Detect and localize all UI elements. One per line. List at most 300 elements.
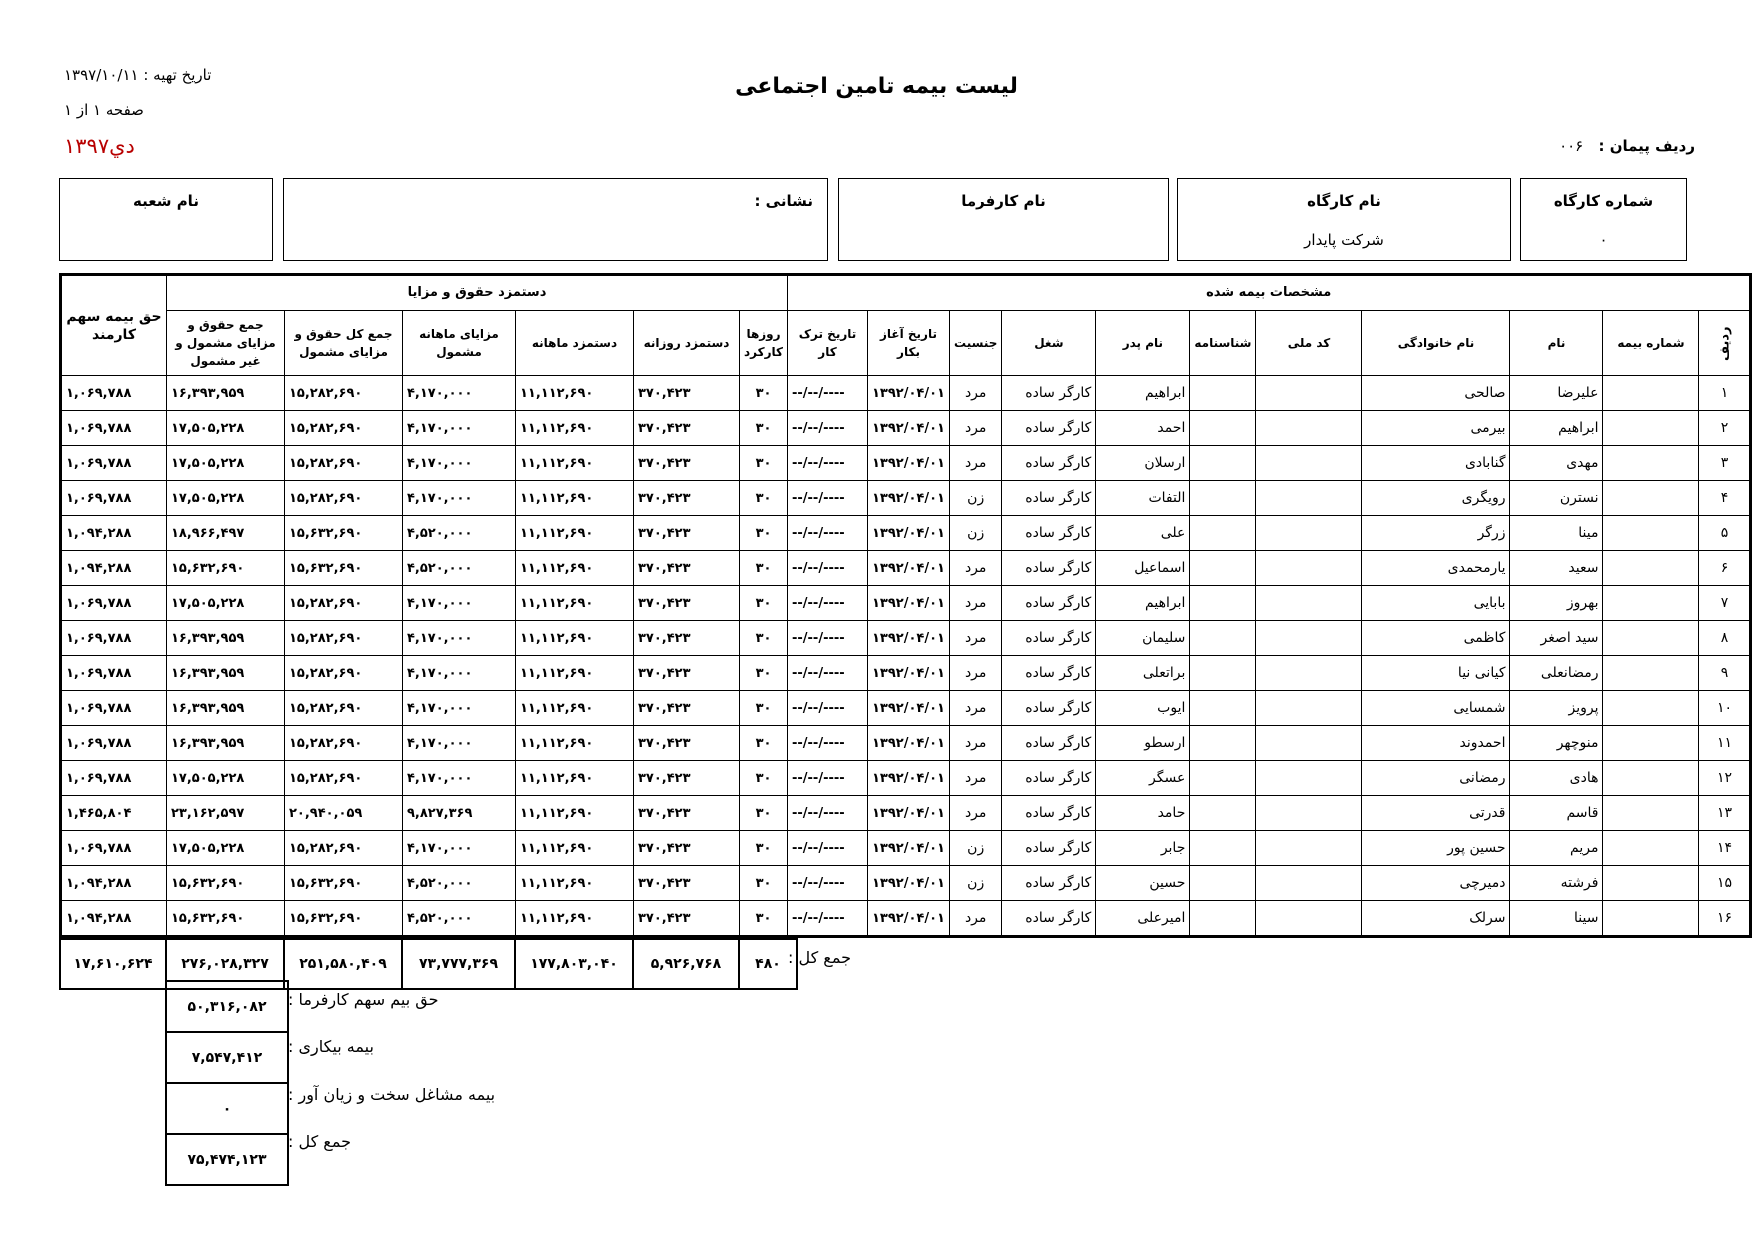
- cell-days: ۳۰: [740, 446, 788, 481]
- cell-gender: مرد: [950, 761, 1002, 796]
- cell-id-no: [1190, 481, 1256, 516]
- cell-job: کارگر ساده: [1002, 831, 1096, 866]
- cell-first-name: بهروز: [1510, 586, 1603, 621]
- cell-days: ۳۰: [740, 866, 788, 901]
- col-id-no: شناسنامه: [1190, 311, 1256, 376]
- cell-father: اسماعیل: [1096, 551, 1190, 586]
- cell-insurance-no: [1603, 866, 1699, 901]
- cell-start-date: ۱۳۹۲/۰۴/۰۱: [868, 376, 950, 411]
- cell-father: ابراهیم: [1096, 376, 1190, 411]
- cell-benefits: ۴,۱۷۰,۰۰۰: [403, 481, 516, 516]
- cell-job: کارگر ساده: [1002, 866, 1096, 901]
- cell-row: ۷: [1699, 586, 1751, 621]
- cell-father: جابر: [1096, 831, 1190, 866]
- unemployment-value: ۷,۵۴۷,۴۱۲: [166, 1032, 288, 1083]
- cell-row: ۸: [1699, 621, 1751, 656]
- cell-premium: ۱,۰۶۹,۷۸۸: [61, 726, 167, 761]
- cell-days: ۳۰: [740, 376, 788, 411]
- cell-start-date: ۱۳۹۲/۰۴/۰۱: [868, 831, 950, 866]
- cell-total-all: ۱۷,۵۰۵,۲۲۸: [167, 831, 285, 866]
- cell-last-name: حسین پور: [1362, 831, 1510, 866]
- cell-total-covered: ۱۵,۲۸۲,۶۹۰: [285, 586, 403, 621]
- cell-first-name: قاسم: [1510, 796, 1603, 831]
- cell-job: کارگر ساده: [1002, 901, 1096, 937]
- cell-days: ۳۰: [740, 586, 788, 621]
- cell-father: ایوب: [1096, 691, 1190, 726]
- total-days: ۴۸۰: [739, 939, 797, 989]
- cell-premium: ۱,۰۶۹,۷۸۸: [61, 376, 167, 411]
- employer-summary-table: [165, 980, 289, 1186]
- cell-premium: ۱,۰۹۴,۲۸۸: [61, 901, 167, 937]
- cell-total-all: ۱۷,۵۰۵,۲۲۸: [167, 446, 285, 481]
- contract-label: ردیف پیمان :: [1598, 137, 1695, 155]
- cell-insurance-no: [1603, 586, 1699, 621]
- cell-total-covered: ۱۵,۲۸۲,۶۹۰: [285, 376, 403, 411]
- cell-total-all: ۱۶,۳۹۳,۹۵۹: [167, 621, 285, 656]
- cell-start-date: ۱۳۹۲/۰۴/۰۱: [868, 586, 950, 621]
- cell-end-date: --/--/----: [788, 691, 868, 726]
- total-daily: ۵,۹۲۶,۷۶۸: [633, 939, 739, 989]
- cell-last-name: دمیرچی: [1362, 866, 1510, 901]
- cell-job: کارگر ساده: [1002, 621, 1096, 656]
- cell-monthly-wage: ۱۱,۱۱۲,۶۹۰: [516, 831, 634, 866]
- cell-end-date: --/--/----: [788, 551, 868, 586]
- cell-start-date: ۱۳۹۲/۰۴/۰۱: [868, 691, 950, 726]
- cell-job: کارگر ساده: [1002, 551, 1096, 586]
- cell-premium: ۱,۰۹۴,۲۸۸: [61, 866, 167, 901]
- cell-days: ۳۰: [740, 656, 788, 691]
- cell-first-name: هادی: [1510, 761, 1603, 796]
- cell-benefits: ۴,۱۷۰,۰۰۰: [403, 376, 516, 411]
- cell-national-code: [1256, 691, 1362, 726]
- col-benefits: مزایای ماهانه مشمول: [403, 311, 516, 376]
- cell-last-name: سرلک: [1362, 901, 1510, 937]
- cell-last-name: گنابادی: [1362, 446, 1510, 481]
- employer-label: نام کارفرما: [961, 192, 1046, 210]
- workshop-name-box: [1177, 178, 1511, 261]
- cell-id-no: [1190, 586, 1256, 621]
- cell-monthly-wage: ۱۱,۱۱۲,۶۹۰: [516, 901, 634, 937]
- workshop-name-label: نام کارگاه: [1307, 192, 1381, 210]
- address-label: نشانی :: [754, 192, 813, 210]
- cell-first-name: سید اصغر: [1510, 621, 1603, 656]
- cell-monthly-wage: ۱۱,۱۱۲,۶۹۰: [516, 446, 634, 481]
- table-row: [61, 761, 1751, 796]
- cell-first-name: سعید: [1510, 551, 1603, 586]
- cell-monthly-wage: ۱۱,۱۱۲,۶۹۰: [516, 586, 634, 621]
- cell-national-code: [1256, 656, 1362, 691]
- cell-end-date: --/--/----: [788, 586, 868, 621]
- table-row: [61, 621, 1751, 656]
- cell-benefits: ۴,۱۷۰,۰۰۰: [403, 831, 516, 866]
- cell-row: ۳: [1699, 446, 1751, 481]
- cell-days: ۳۰: [740, 411, 788, 446]
- cell-daily-wage: ۳۷۰,۴۲۳: [634, 726, 740, 761]
- cell-job: کارگر ساده: [1002, 691, 1096, 726]
- cell-premium: ۱,۰۹۴,۲۸۸: [61, 551, 167, 586]
- cell-total-covered: ۱۵,۶۳۲,۶۹۰: [285, 866, 403, 901]
- cell-total-covered: ۱۵,۲۸۲,۶۹۰: [285, 691, 403, 726]
- total-benefits: ۷۳,۷۷۷,۳۶۹: [402, 939, 515, 989]
- cell-daily-wage: ۳۷۰,۴۲۳: [634, 446, 740, 481]
- cell-insurance-no: [1603, 726, 1699, 761]
- cell-first-name: مریم: [1510, 831, 1603, 866]
- workshop-number-value: ۰: [1599, 231, 1608, 249]
- cell-end-date: --/--/----: [788, 411, 868, 446]
- cell-total-all: ۱۷,۵۰۵,۲۲۸: [167, 481, 285, 516]
- cell-end-date: --/--/----: [788, 446, 868, 481]
- cell-premium: ۱,۰۹۴,۲۸۸: [61, 516, 167, 551]
- employer-share-label: حق بیم سهم کارفرما :: [288, 990, 439, 1009]
- cell-premium: ۱,۴۶۵,۸۰۴: [61, 796, 167, 831]
- hard-jobs-value: ۰: [166, 1083, 288, 1134]
- cell-premium: ۱,۰۶۹,۷۸۸: [61, 621, 167, 656]
- cell-daily-wage: ۳۷۰,۴۲۳: [634, 376, 740, 411]
- cell-days: ۳۰: [740, 621, 788, 656]
- col-monthly-wage: دستمزد ماهانه: [516, 311, 634, 376]
- workshop-number-box: [1520, 178, 1687, 261]
- cell-total-all: ۱۵,۶۳۲,۶۹۰: [167, 901, 285, 937]
- cell-national-code: [1256, 411, 1362, 446]
- table-row: [61, 656, 1751, 691]
- cell-start-date: ۱۳۹۲/۰۴/۰۱: [868, 551, 950, 586]
- cell-father: ارسلان: [1096, 446, 1190, 481]
- cell-benefits: ۴,۱۷۰,۰۰۰: [403, 411, 516, 446]
- cell-last-name: بابایی: [1362, 586, 1510, 621]
- employer-box: [838, 178, 1169, 261]
- cell-id-no: [1190, 726, 1256, 761]
- cell-end-date: --/--/----: [788, 761, 868, 796]
- cell-benefits: ۴,۵۲۰,۰۰۰: [403, 516, 516, 551]
- cell-total-covered: ۱۵,۲۸۲,۶۹۰: [285, 831, 403, 866]
- cell-father: حامد: [1096, 796, 1190, 831]
- cell-national-code: [1256, 586, 1362, 621]
- cell-daily-wage: ۳۷۰,۴۲۳: [634, 551, 740, 586]
- col-days: روزها کارکرد: [740, 311, 788, 376]
- cell-father: سلیمان: [1096, 621, 1190, 656]
- contract-value: ۰۰۶: [1559, 137, 1584, 155]
- cell-end-date: --/--/----: [788, 726, 868, 761]
- total-all: ۲۷۶,۰۲۸,۳۲۷: [166, 939, 284, 989]
- cell-daily-wage: ۳۷۰,۴۲۳: [634, 761, 740, 796]
- cell-gender: مرد: [950, 901, 1002, 937]
- cell-first-name: رمضانعلی: [1510, 656, 1603, 691]
- branch-box: [59, 178, 273, 261]
- cell-daily-wage: ۳۷۰,۴۲۳: [634, 796, 740, 831]
- cell-job: کارگر ساده: [1002, 586, 1096, 621]
- total-covered: ۲۵۱,۵۸۰,۴۰۹: [284, 939, 402, 989]
- col-insurance-no: شماره بیمه: [1603, 311, 1699, 376]
- cell-insurance-no: [1603, 446, 1699, 481]
- cell-last-name: یارمحمدی: [1362, 551, 1510, 586]
- col-total-covered: جمع کل حقوق و مزایای مشمول: [285, 311, 403, 376]
- cell-total-covered: ۱۵,۶۳۲,۶۹۰: [285, 901, 403, 937]
- col-last-name: نام خانوادگی: [1362, 311, 1510, 376]
- cell-start-date: ۱۳۹۲/۰۴/۰۱: [868, 796, 950, 831]
- cell-end-date: --/--/----: [788, 376, 868, 411]
- cell-start-date: ۱۳۹۲/۰۴/۰۱: [868, 866, 950, 901]
- cell-daily-wage: ۳۷۰,۴۲۳: [634, 481, 740, 516]
- cell-start-date: ۱۳۹۲/۰۴/۰۱: [868, 901, 950, 937]
- cell-national-code: [1256, 761, 1362, 796]
- total-monthly: ۱۷۷,۸۰۳,۰۴۰: [515, 939, 633, 989]
- cell-id-no: [1190, 516, 1256, 551]
- table-row: [61, 551, 1751, 586]
- branch-label: نام شعبه: [133, 192, 199, 210]
- cell-daily-wage: ۳۷۰,۴۲۳: [634, 621, 740, 656]
- cell-total-all: ۱۵,۶۳۲,۶۹۰: [167, 551, 285, 586]
- cell-monthly-wage: ۱۱,۱۱۲,۶۹۰: [516, 621, 634, 656]
- cell-start-date: ۱۳۹۲/۰۴/۰۱: [868, 726, 950, 761]
- cell-id-no: [1190, 691, 1256, 726]
- cell-days: ۳۰: [740, 761, 788, 796]
- cell-daily-wage: ۳۷۰,۴۲۳: [634, 901, 740, 937]
- cell-benefits: ۴,۱۷۰,۰۰۰: [403, 446, 516, 481]
- cell-first-name: فرشته: [1510, 866, 1603, 901]
- cell-total-covered: ۱۵,۶۳۲,۶۹۰: [285, 516, 403, 551]
- cell-total-all: ۲۳,۱۶۲,۵۹۷: [167, 796, 285, 831]
- page-title: لیست بیمه تامین اجتماعی: [735, 74, 1018, 99]
- cell-total-all: ۱۸,۹۶۶,۴۹۷: [167, 516, 285, 551]
- table-row: [61, 376, 1751, 411]
- cell-end-date: --/--/----: [788, 656, 868, 691]
- cell-first-name: پرویز: [1510, 691, 1603, 726]
- cell-monthly-wage: ۱۱,۱۱۲,۶۹۰: [516, 656, 634, 691]
- cell-days: ۳۰: [740, 901, 788, 937]
- cell-premium: ۱,۰۶۹,۷۸۸: [61, 691, 167, 726]
- cell-first-name: مینا: [1510, 516, 1603, 551]
- table-row: [61, 516, 1751, 551]
- cell-id-no: [1190, 621, 1256, 656]
- cell-insurance-no: [1603, 621, 1699, 656]
- cell-start-date: ۱۳۹۲/۰۴/۰۱: [868, 761, 950, 796]
- cell-id-no: [1190, 831, 1256, 866]
- cell-last-name: صالحی: [1362, 376, 1510, 411]
- cell-benefits: ۴,۵۲۰,۰۰۰: [403, 866, 516, 901]
- cell-gender: مرد: [950, 551, 1002, 586]
- cell-days: ۳۰: [740, 796, 788, 831]
- group-header-row: [61, 275, 1751, 311]
- cell-gender: زن: [950, 831, 1002, 866]
- cell-premium: ۱,۰۶۹,۷۸۸: [61, 586, 167, 621]
- cell-monthly-wage: ۱۱,۱۱۲,۶۹۰: [516, 691, 634, 726]
- cell-total-all: ۱۶,۳۹۳,۹۵۹: [167, 691, 285, 726]
- cell-job: کارگر ساده: [1002, 796, 1096, 831]
- cell-insurance-no: [1603, 376, 1699, 411]
- cell-benefits: ۴,۱۷۰,۰۰۰: [403, 691, 516, 726]
- cell-benefits: ۴,۵۲۰,۰۰۰: [403, 551, 516, 586]
- cell-last-name: زرگر: [1362, 516, 1510, 551]
- cell-monthly-wage: ۱۱,۱۱۲,۶۹۰: [516, 376, 634, 411]
- cell-id-no: [1190, 411, 1256, 446]
- cell-end-date: --/--/----: [788, 831, 868, 866]
- cell-end-date: --/--/----: [788, 481, 868, 516]
- cell-total-covered: ۱۵,۲۸۲,۶۹۰: [285, 411, 403, 446]
- cell-id-no: [1190, 761, 1256, 796]
- cell-days: ۳۰: [740, 516, 788, 551]
- table-row: [61, 481, 1751, 516]
- cell-monthly-wage: ۱۱,۱۱۲,۶۹۰: [516, 551, 634, 586]
- cell-job: کارگر ساده: [1002, 656, 1096, 691]
- cell-days: ۳۰: [740, 551, 788, 586]
- cell-total-covered: ۱۵,۲۸۲,۶۹۰: [285, 621, 403, 656]
- grand-total-label: جمع کل :: [288, 1132, 351, 1151]
- cell-premium: ۱,۰۶۹,۷۸۸: [61, 411, 167, 446]
- table-row: [61, 411, 1751, 446]
- cell-gender: زن: [950, 481, 1002, 516]
- cell-monthly-wage: ۱۱,۱۱۲,۶۹۰: [516, 411, 634, 446]
- cell-father: احمد: [1096, 411, 1190, 446]
- cell-gender: مرد: [950, 621, 1002, 656]
- cell-start-date: ۱۳۹۲/۰۴/۰۱: [868, 411, 950, 446]
- cell-first-name: سینا: [1510, 901, 1603, 937]
- col-start-date: تاریخ آغاز بکار: [868, 311, 950, 376]
- insured-table: [59, 273, 1752, 938]
- cell-insurance-no: [1603, 516, 1699, 551]
- cell-id-no: [1190, 656, 1256, 691]
- cell-first-name: ابراهیم: [1510, 411, 1603, 446]
- prep-date: تاریخ تهیه : ۱۳۹۷/۱۰/۱۱: [64, 66, 212, 84]
- cell-job: کارگر ساده: [1002, 726, 1096, 761]
- total-premium: ۱۷,۶۱۰,۶۲۴: [60, 939, 166, 989]
- cell-row: ۶: [1699, 551, 1751, 586]
- cell-total-all: ۱۶,۳۹۳,۹۵۹: [167, 656, 285, 691]
- employer-share-value: ۵۰,۳۱۶,۰۸۲: [166, 981, 288, 1032]
- cell-start-date: ۱۳۹۲/۰۴/۰۱: [868, 446, 950, 481]
- cell-national-code: [1256, 901, 1362, 937]
- cell-gender: مرد: [950, 726, 1002, 761]
- cell-id-no: [1190, 796, 1256, 831]
- cell-days: ۳۰: [740, 831, 788, 866]
- cell-row: ۱۶: [1699, 901, 1751, 937]
- cell-row: ۵: [1699, 516, 1751, 551]
- cell-id-no: [1190, 551, 1256, 586]
- cell-total-all: ۱۷,۵۰۵,۲۲۸: [167, 586, 285, 621]
- cell-daily-wage: ۳۷۰,۴۲۳: [634, 411, 740, 446]
- cell-monthly-wage: ۱۱,۱۱۲,۶۹۰: [516, 516, 634, 551]
- cell-row: ۱۳: [1699, 796, 1751, 831]
- cell-job: کارگر ساده: [1002, 516, 1096, 551]
- cell-daily-wage: ۳۷۰,۴۲۳: [634, 866, 740, 901]
- col-national-code: کد ملی: [1256, 311, 1362, 376]
- col-row: ردیف: [1699, 311, 1751, 376]
- cell-start-date: ۱۳۹۲/۰۴/۰۱: [868, 621, 950, 656]
- cell-national-code: [1256, 726, 1362, 761]
- premium-header: حق بیمه سهم کارمند: [61, 275, 167, 376]
- table-row: [61, 586, 1751, 621]
- cell-id-no: [1190, 376, 1256, 411]
- cell-father: امیرعلی: [1096, 901, 1190, 937]
- cell-start-date: ۱۳۹۲/۰۴/۰۱: [868, 481, 950, 516]
- col-gender: جنسیت: [950, 311, 1002, 376]
- cell-national-code: [1256, 621, 1362, 656]
- cell-insurance-no: [1603, 831, 1699, 866]
- cell-job: کارگر ساده: [1002, 481, 1096, 516]
- cell-last-name: رویگری: [1362, 481, 1510, 516]
- cell-total-all: ۱۷,۵۰۵,۲۲۸: [167, 411, 285, 446]
- cell-premium: ۱,۰۶۹,۷۸۸: [61, 446, 167, 481]
- total-label: جمع کل :: [788, 948, 851, 967]
- cell-row: ۴: [1699, 481, 1751, 516]
- cell-insurance-no: [1603, 761, 1699, 796]
- cell-premium: ۱,۰۶۹,۷۸۸: [61, 481, 167, 516]
- cell-father: عسگر: [1096, 761, 1190, 796]
- cell-gender: زن: [950, 866, 1002, 901]
- unemployment-label: بیمه بیکاری :: [288, 1037, 374, 1056]
- cell-first-name: مهدی: [1510, 446, 1603, 481]
- cell-days: ۳۰: [740, 481, 788, 516]
- cell-father: التفات: [1096, 481, 1190, 516]
- cell-gender: زن: [950, 516, 1002, 551]
- cell-start-date: ۱۳۹۲/۰۴/۰۱: [868, 516, 950, 551]
- cell-first-name: نسترن: [1510, 481, 1603, 516]
- cell-premium: ۱,۰۶۹,۷۸۸: [61, 656, 167, 691]
- cell-row: ۱۲: [1699, 761, 1751, 796]
- cell-national-code: [1256, 446, 1362, 481]
- cell-total-covered: ۱۵,۶۳۲,۶۹۰: [285, 551, 403, 586]
- cell-last-name: قدرتی: [1362, 796, 1510, 831]
- cell-job: کارگر ساده: [1002, 446, 1096, 481]
- cell-last-name: کاظمی: [1362, 621, 1510, 656]
- cell-first-name: منوچهر: [1510, 726, 1603, 761]
- cell-insurance-no: [1603, 691, 1699, 726]
- cell-benefits: ۴,۱۷۰,۰۰۰: [403, 726, 516, 761]
- cell-gender: مرد: [950, 656, 1002, 691]
- cell-benefits: ۴,۵۲۰,۰۰۰: [403, 901, 516, 937]
- table-row: [61, 901, 1751, 937]
- cell-id-no: [1190, 866, 1256, 901]
- cell-last-name: رمضانی: [1362, 761, 1510, 796]
- col-daily-wage: دستمزد روزانه: [634, 311, 740, 376]
- cell-id-no: [1190, 901, 1256, 937]
- cell-gender: مرد: [950, 376, 1002, 411]
- cell-insurance-no: [1603, 481, 1699, 516]
- cell-total-covered: ۱۵,۲۸۲,۶۹۰: [285, 656, 403, 691]
- cell-job: کارگر ساده: [1002, 761, 1096, 796]
- cell-benefits: ۴,۱۷۰,۰۰۰: [403, 761, 516, 796]
- grand-total-value: ۷۵,۴۷۴,۱۲۳: [166, 1134, 288, 1185]
- cell-monthly-wage: ۱۱,۱۱۲,۶۹۰: [516, 796, 634, 831]
- table-row: [61, 446, 1751, 481]
- col-end-date: تاریخ ترک کار: [788, 311, 868, 376]
- cell-benefits: ۴,۱۷۰,۰۰۰: [403, 656, 516, 691]
- cell-row: ۱: [1699, 376, 1751, 411]
- cell-monthly-wage: ۱۱,۱۱۲,۶۹۰: [516, 481, 634, 516]
- cell-premium: ۱,۰۶۹,۷۸۸: [61, 831, 167, 866]
- cell-national-code: [1256, 376, 1362, 411]
- cell-monthly-wage: ۱۱,۱۱۲,۶۹۰: [516, 761, 634, 796]
- group-wages-header: دستمزد حقوق و مزایا: [167, 275, 788, 311]
- cell-father: حسین: [1096, 866, 1190, 901]
- group-insured-header: مشخصات بیمه شده: [788, 275, 1751, 311]
- cell-gender: مرد: [950, 586, 1002, 621]
- contract-row: [1559, 137, 1695, 155]
- cell-job: کارگر ساده: [1002, 411, 1096, 446]
- cell-national-code: [1256, 551, 1362, 586]
- cell-last-name: احمدوند: [1362, 726, 1510, 761]
- hard-jobs-label: بیمه مشاغل سخت و زیان آور :: [288, 1085, 496, 1104]
- cell-end-date: --/--/----: [788, 796, 868, 831]
- cell-days: ۳۰: [740, 726, 788, 761]
- page-number: صفحه ۱ از ۱: [64, 101, 144, 119]
- cell-id-no: [1190, 446, 1256, 481]
- cell-total-covered: ۱۵,۲۸۲,۶۹۰: [285, 726, 403, 761]
- cell-start-date: ۱۳۹۲/۰۴/۰۱: [868, 656, 950, 691]
- cell-monthly-wage: ۱۱,۱۱۲,۶۹۰: [516, 866, 634, 901]
- cell-father: ارسطو: [1096, 726, 1190, 761]
- cell-national-code: [1256, 481, 1362, 516]
- cell-first-name: علیرضا: [1510, 376, 1603, 411]
